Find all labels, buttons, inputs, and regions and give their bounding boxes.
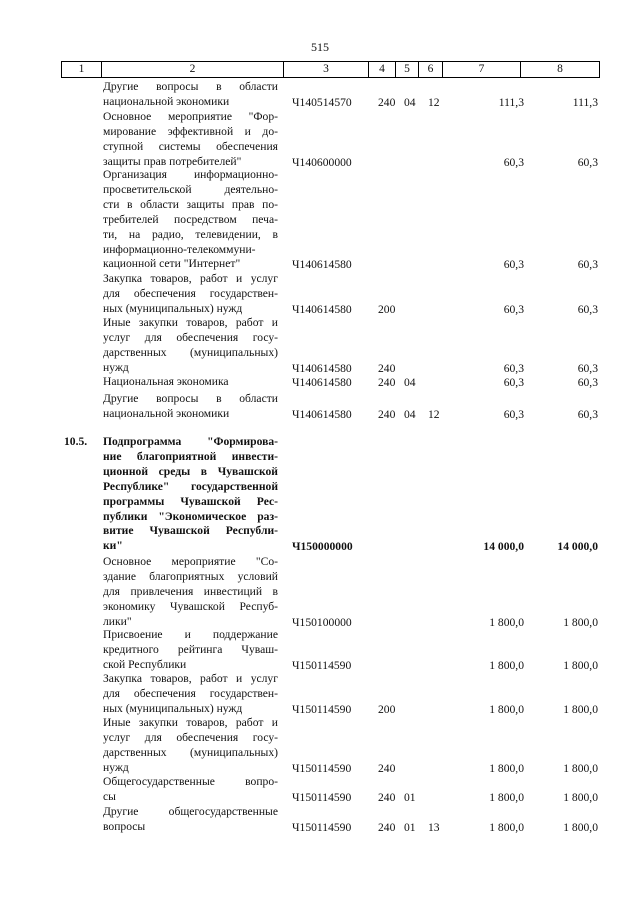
header-col-5: 5 [396, 62, 419, 77]
row-name-line: Подпрограмма "Формирова- [103, 435, 278, 448]
row-name [103, 375, 278, 390]
row-name-line: дарственных (муниципальных) [103, 745, 278, 759]
row-name [103, 316, 278, 376]
row-name-line: Иные закупки товаров, работ и [103, 316, 278, 329]
target-code: Ч140614580 [292, 303, 352, 316]
header-col-8: 8 [557, 63, 563, 75]
row-name-line: Национальная экономика [103, 375, 229, 388]
row-name-line: сти в области защиты прав по- [103, 197, 278, 211]
amount-col-8: 1 800,0 [563, 659, 598, 672]
amount-col-7: 111,3 [498, 96, 524, 109]
row-name-line: мирование эффективной и до- [103, 124, 278, 138]
section: 04 [404, 96, 416, 109]
expense-type: 200 [378, 303, 396, 316]
amount-col-7: 60,3 [503, 303, 524, 316]
row-name-line: лики" [103, 614, 132, 628]
amount-col-7: 60,3 [503, 258, 524, 271]
row-name-line: просветительской деятельно- [103, 182, 278, 196]
row-name-line: для обеспечения государствен- [103, 686, 278, 700]
table-row [0, 272, 640, 317]
amount-col-7: 60,3 [503, 362, 524, 375]
section: 01 [404, 821, 416, 834]
expense-type: 240 [378, 96, 396, 109]
row-name-line: ние благоприятной инвести- [103, 449, 278, 463]
amount-col-7: 1 800,0 [489, 616, 524, 629]
row-name-line: национальной экономики [103, 94, 230, 108]
target-code: Ч150000000 [292, 540, 353, 553]
target-code: Ч150114590 [292, 659, 352, 672]
table-row [0, 110, 640, 170]
table-row [0, 80, 640, 110]
header-col-4: 4 [369, 62, 396, 77]
target-code: Ч150100000 [292, 616, 352, 629]
row-name [103, 716, 278, 776]
table-row [0, 628, 640, 673]
table-row [0, 716, 640, 776]
expense-type: 240 [378, 408, 396, 421]
amount-col-8: 60,3 [577, 408, 598, 421]
amount-col-7: 1 800,0 [489, 791, 524, 804]
row-name-line: вопросы [103, 819, 146, 833]
row-name-line: экономику Чувашской Респуб- [103, 599, 278, 613]
row-name-line: Закупка товаров, работ и услуг [103, 272, 278, 285]
target-code: Ч140614580 [292, 376, 352, 389]
row-name [103, 805, 278, 835]
amount-col-8: 60,3 [577, 376, 598, 389]
amount-col-7: 14 000,0 [483, 540, 524, 553]
amount-col-8: 1 800,0 [563, 821, 598, 834]
row-name-line: кредитного рейтинга Чуваш- [103, 642, 278, 656]
amount-col-8: 1 800,0 [563, 791, 598, 804]
row-name-line: кационной сети "Интернет" [103, 257, 241, 271]
header-col-1: 1 [62, 62, 102, 77]
row-name [103, 672, 278, 717]
expense-type: 240 [378, 762, 396, 775]
target-code: Ч150114590 [292, 762, 352, 775]
row-name-line: ных (муниципальных) нужд [103, 701, 243, 715]
row-name-line: Другие общегосударственные [103, 805, 278, 818]
row-name-line: услуг для обеспечения госу- [103, 330, 278, 344]
row-name-line: нужд [103, 760, 129, 774]
header-col-7: 7 [443, 62, 521, 77]
table-header-row [61, 61, 600, 78]
row-name-line: Республике" государственной [103, 479, 278, 493]
row-name-line: Общегосударственные вопро- [103, 775, 278, 788]
row-name-line: ционной среды в Чувашской [103, 464, 278, 478]
row-number: 10.5. [64, 435, 88, 448]
section: 04 [404, 376, 416, 389]
row-name-line: защиты прав потребителей" [103, 154, 242, 168]
amount-col-7: 1 800,0 [489, 703, 524, 716]
row-name [103, 110, 278, 170]
row-name-line: ки" [103, 539, 123, 553]
header-col-6: 6 [419, 62, 443, 77]
subsection: 12 [428, 408, 440, 421]
target-code: Ч140614580 [292, 362, 352, 375]
header-col-2: 2 [102, 62, 284, 77]
expense-type: 240 [378, 791, 396, 804]
subsection: 12 [428, 96, 440, 109]
row-name [103, 80, 278, 110]
amount-col-8: 60,3 [577, 362, 598, 375]
row-name-line: для обеспечения государствен- [103, 286, 278, 300]
amount-col-7: 60,3 [503, 376, 524, 389]
row-name-line: Иные закупки товаров, работ и [103, 716, 278, 729]
subsection: 13 [428, 821, 440, 834]
row-name-line: Другие вопросы в области [103, 80, 278, 93]
target-code: Ч150114590 [292, 821, 352, 834]
amount-col-8: 1 800,0 [563, 762, 598, 775]
row-name-line: нужд [103, 360, 129, 374]
row-name [103, 435, 278, 554]
page-number: 515 [311, 40, 329, 54]
row-name-line: ступной системы обеспечения [103, 139, 278, 153]
row-name-line: публики "Экономическое раз- [103, 509, 278, 523]
table-row [0, 775, 640, 805]
row-name-line: Другие вопросы в области [103, 392, 278, 405]
row-name [103, 392, 278, 422]
table-row [0, 316, 640, 376]
target-code: Ч150114590 [292, 703, 352, 716]
expense-type: 240 [378, 821, 396, 834]
row-name-line: здание благоприятных условий [103, 569, 278, 583]
amount-col-8: 14 000,0 [557, 540, 598, 553]
amount-col-8: 60,3 [577, 156, 598, 169]
table-row [0, 555, 640, 630]
row-name-line: ти, на радио, телевидении, в [103, 227, 278, 241]
table-row [0, 168, 640, 272]
row-name [103, 628, 278, 673]
row-name-line: программы Чувашской Рес- [103, 494, 278, 508]
target-code: Ч150114590 [292, 791, 352, 804]
amount-col-7: 60,3 [503, 156, 524, 169]
amount-col-8: 1 800,0 [563, 703, 598, 716]
expense-type: 240 [378, 376, 396, 389]
table-row [0, 435, 640, 554]
row-name-line: требителей посредством печа- [103, 212, 278, 226]
amount-col-7: 1 800,0 [489, 821, 524, 834]
amount-col-8: 60,3 [577, 258, 598, 271]
amount-col-8: 111,3 [572, 96, 598, 109]
amount-col-7: 1 800,0 [489, 762, 524, 775]
row-name-line: Присвоение и поддержание [103, 628, 278, 641]
target-code: Ч140614580 [292, 408, 352, 421]
table-row [0, 392, 640, 422]
target-code: Ч140614580 [292, 258, 352, 271]
row-name-line: для привлечения инвестиций в [103, 584, 278, 598]
section: 04 [404, 408, 416, 421]
row-name-line: Закупка товаров, работ и услуг [103, 672, 278, 685]
expense-type: 200 [378, 703, 396, 716]
row-name [103, 272, 278, 317]
row-name-line: национальной экономики [103, 406, 230, 420]
table-row [0, 805, 640, 835]
amount-col-8: 60,3 [577, 303, 598, 316]
row-name-line: услуг для обеспечения госу- [103, 730, 278, 744]
row-name-line: витие Чувашской Республи- [103, 524, 278, 538]
amount-col-8: 1 800,0 [563, 616, 598, 629]
row-name-line: Организация информационно- [103, 168, 278, 181]
row-name [103, 775, 278, 805]
row-name-line: Основное мероприятие "Со- [103, 555, 278, 568]
row-name-line: ской Республики [103, 657, 187, 671]
target-code: Ч140600000 [292, 156, 352, 169]
amount-col-7: 60,3 [503, 408, 524, 421]
row-name-line: Основное мероприятие "Фор- [103, 110, 278, 123]
row-name [103, 168, 278, 272]
row-name-line: информационно-телекоммуни- [103, 242, 256, 256]
table-row [0, 672, 640, 717]
row-name-line: дарственных (муниципальных) [103, 345, 278, 359]
table-row [0, 375, 640, 390]
section: 01 [404, 791, 416, 804]
row-name-line: сы [103, 789, 116, 803]
row-name [103, 555, 278, 630]
row-name-line: ных (муниципальных) нужд [103, 301, 243, 315]
expense-type: 240 [378, 362, 396, 375]
header-col-3: 3 [284, 62, 369, 77]
amount-col-7: 1 800,0 [489, 659, 524, 672]
target-code: Ч140514570 [292, 96, 352, 109]
